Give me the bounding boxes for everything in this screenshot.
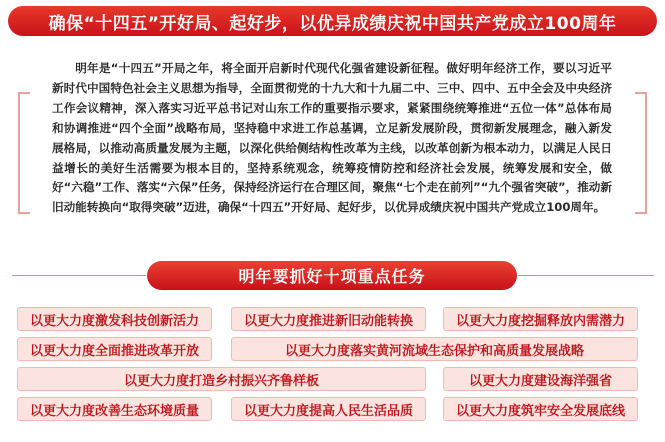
task-item-label: 以更大力度建设海洋强省 [468, 373, 612, 389]
task-item [231, 337, 638, 361]
task-item [17, 337, 212, 361]
task-item-label: 以更大力度落实黄河流域生态保护和高质量发展战略 [284, 343, 584, 359]
tasks-title-text: 明年要抓好十项重点任务 [238, 267, 426, 286]
task-item [17, 397, 212, 421]
intro-paragraph: 明年是“十四五”开局之年，将全面开启新时代现代化强省建设新征程。做好明年经济工作，要以习近平新时代中国特色社会主义思想为指导，全面贯彻党的十九大和十九届二中、三中、四中、五中全会及中央经济工作会议精神，深入落实习近平总书记对山东工作的重要指示要求，紧紧围绕统筹推进“五位一体”总体布局和协调推进“四个全面”战略布局，坚持稳中求进工作总基调，立足新发展阶段，贯彻新发展理念，融入新发展格局，以推动高质量发展为主题，以深化供给侧结构性改革为主线，以改革创新为根本动力，以满足人民日益增长的美好生活需要为根本目的，坚持系统观念，统筹疫情防控和经济社会发展，统筹发展和安全，做好“六稳”工作、落实“六保”任务，保持经济运行在合理区间，聚焦“七个走在前列”“九个强省突破”，推动新旧动能转换向“取得突破”迈进，确保“十四五”开好局、起好步，以优异成绩庆祝中国共产党成立100周年。 [52, 61, 612, 215]
right-bracket-decoration [635, 92, 647, 214]
left-bracket-decoration [18, 92, 30, 214]
task-item-label: 以更大力度打造乡村振兴齐鲁样板 [123, 373, 319, 389]
section-divider-left [12, 275, 146, 276]
task-item [443, 397, 638, 421]
header-banner [8, 6, 657, 36]
header-title: 确保“十四五”开好局、起好步，以优异成绩庆祝中国共产党成立100周年 [48, 13, 617, 34]
task-item-label: 以更大力度推进新旧动能转换 [243, 313, 413, 329]
task-item [443, 307, 638, 331]
task-item-label: 以更大力度筑牢安全发展底线 [455, 403, 625, 419]
task-item [231, 397, 426, 421]
task-item [17, 367, 426, 391]
tasks-section-title [147, 261, 517, 290]
task-item-label: 以更大力度激发科技创新活力 [29, 313, 199, 329]
task-item-label: 以更大力度全面推进改革开放 [29, 343, 199, 359]
task-item [231, 307, 426, 331]
task-item-label: 以更大力度改善生态环境质量 [29, 403, 199, 419]
task-item-label: 以更大力度提高人民生活品质 [243, 403, 413, 419]
task-item-label: 以更大力度挖掘释放内需潜力 [455, 313, 625, 329]
task-item [17, 307, 212, 331]
task-item [443, 367, 638, 391]
section-divider-right [518, 275, 654, 276]
